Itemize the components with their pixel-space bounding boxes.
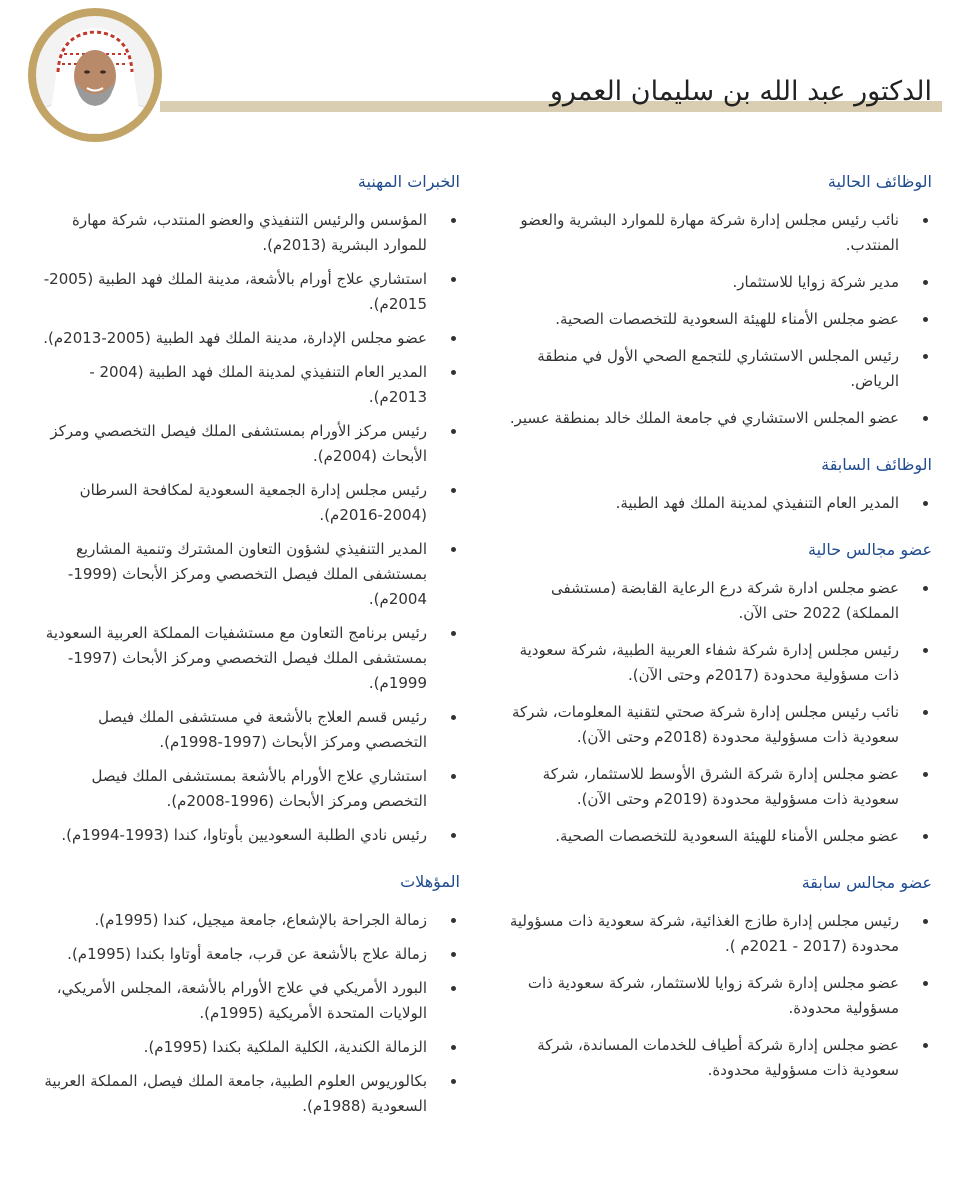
bullet-icon — [923, 218, 928, 223]
list-item: المدير العام التنفيذي لمدينة الملك فهد الطبية. — [502, 491, 932, 516]
bullet-icon — [923, 354, 928, 359]
section-title-previous-boards: عضو مجالس سابقة — [801, 873, 932, 892]
list-item: زمالة الجراحة بالإشعاع، جامعة ميجيل، كندا (1995م). — [40, 908, 460, 933]
bullet-icon — [451, 833, 456, 838]
section-title-previous-positions: الوظائف السابقة — [821, 455, 932, 474]
left-column — [40, 170, 460, 1141]
list-item: بكالوريوس العلوم الطبية، جامعة الملك فيصل، المملكة العربية السعودية (1988م). — [40, 1069, 460, 1119]
section-title-qualifications: المؤهلات — [400, 872, 460, 891]
list-item: رئيس نادي الطلبة السعوديين بأوتاوا، كندا (1993-1994م). — [40, 823, 460, 848]
list-item: عضو مجلس إدارة شركة أطياف للخدمات المساندة، شركة سعودية ذات مسؤولية محدودة. — [502, 1033, 932, 1083]
list-item: المؤسس والرئيس التنفيذي والعضو المنتدب، شركة مهارة للموارد البشرية (2013م). — [40, 208, 460, 258]
list-item: عضو مجلس ادارة شركة درع الرعاية القابضة (مستشفى المملكة) 2022 حتى الآن. — [502, 576, 932, 626]
previous-positions-section — [502, 453, 932, 516]
bullet-icon — [923, 834, 928, 839]
list-item: عضو مجلس الأمناء للهيئة السعودية للتخصصات الصحية. — [502, 824, 932, 849]
list-item: مدير شركة زوايا للاستثمار. — [502, 270, 932, 295]
bullet-icon — [923, 416, 928, 421]
list-item: رئيس مجلس إدارة الجمعية السعودية لمكافحة السرطان (2004-2016م). — [40, 478, 460, 528]
bullet-icon — [451, 1079, 456, 1084]
avatar — [28, 8, 162, 142]
bullet-icon — [451, 1045, 456, 1050]
list-item: نائب رئيس مجلس إدارة شركة مهارة للموارد البشرية والعضو المنتدب. — [502, 208, 932, 258]
bullet-icon — [451, 336, 456, 341]
bullet-icon — [451, 277, 456, 282]
list-item: رئيس المجلس الاستشاري للتجمع الصحي الأول في منطقة الرياض. — [502, 344, 932, 394]
section-title-experience: الخبرات المهنية — [357, 172, 460, 191]
bullet-icon — [923, 919, 928, 924]
list-item: رئيس قسم العلاج بالأشعة في مستشفى الملك فيصل التخصصي ومركز الأبحاث (1997-1998م). — [40, 705, 460, 755]
bullet-icon — [451, 547, 456, 552]
bullet-icon — [923, 586, 928, 591]
bullet-icon — [451, 918, 456, 923]
list-item: عضو المجلس الاستشاري في جامعة الملك خالد بمنطقة عسير. — [502, 406, 932, 431]
list-item: عضو مجلس الإدارة، مدينة الملك فهد الطبية (2005-2013م). — [40, 326, 460, 351]
list-item: رئيس برنامج التعاون مع مستشفيات المملكة العربية السعودية بمستشفى الملك فيصل التخصصي ومركز الأبحاث (1997-1999م). — [40, 621, 460, 696]
section-title-current-boards: عضو مجالس حالية — [808, 540, 932, 559]
list-item: المدير التنفيذي لشؤون التعاون المشترك وتنمية المشاريع بمستشفى الملك فيصل التخصصي ومركز الأبحاث (1999-2004م). — [40, 537, 460, 612]
list-item: الزمالة الكندية، الكلية الملكية بكندا (1995م). — [40, 1035, 460, 1060]
list-item: نائب رئيس مجلس إدارة شركة صحتي لتقنية المعلومات، شركة سعودية ذات مسؤولية محدودة (2018م وحتى الآن). — [502, 700, 932, 750]
bullet-icon — [451, 429, 456, 434]
bullet-icon — [923, 710, 928, 715]
bullet-icon — [923, 1043, 928, 1048]
list-item: البورد الأمريكي في علاج الأورام بالأشعة، المجلس الأمريكي، الولايات المتحدة الأمريكية (1995م). — [40, 976, 460, 1026]
bullet-icon — [451, 488, 456, 493]
bullet-icon — [451, 715, 456, 720]
bullet-icon — [451, 218, 456, 223]
bullet-icon — [923, 648, 928, 653]
list-item: زمالة علاج بالأشعة عن قرب، جامعة أوتاوا بكندا (1995م). — [40, 942, 460, 967]
list-item: رئيس مركز الأورام بمستشفى الملك فيصل التخصصي ومركز الأبحاث (2004م). — [40, 419, 460, 469]
bullet-icon — [923, 981, 928, 986]
list-item: استشاري علاج أورام بالأشعة، مدينة الملك فهد الطبية (2005-2015م). — [40, 267, 460, 317]
current-boards-section — [502, 538, 932, 849]
experience-section — [40, 170, 460, 848]
section-title-current-positions: الوظائف الحالية — [827, 172, 932, 191]
list-item: المدير العام التنفيذي لمدينة الملك فهد الطبية (2004 - 2013م). — [40, 360, 460, 410]
right-column — [502, 170, 932, 1105]
list-item: استشاري علاج الأورام بالأشعة بمستشفى الملك فيصل التخصص ومركز الأبحاث (1996-2008م). — [40, 764, 460, 814]
bullet-icon — [451, 952, 456, 957]
list-item: عضو مجلس إدارة شركة زوايا للاستثمار، شركة سعودية ذات مسؤولية محدودة. — [502, 971, 932, 1021]
previous-boards-section — [502, 871, 932, 1083]
bullet-icon — [451, 986, 456, 991]
bullet-icon — [451, 774, 456, 779]
bullet-icon — [923, 317, 928, 322]
list-item: رئيس مجلس إدارة طازج الغذائية، شركة سعودية ذات مسؤولية محدودة (2017 - 2021م ). — [502, 909, 932, 959]
bullet-icon — [451, 370, 456, 375]
list-item: عضو مجلس إدارة شركة الشرق الأوسط للاستثمار، شركة سعودية ذات مسؤولية محدودة (2019م وحتى الآن). — [502, 762, 932, 812]
list-item: رئيس مجلس إدارة شركة شفاء العربية الطبية، شركة سعودية ذات مسؤولية محدودة (2017م وحتى الآن). — [502, 638, 932, 688]
qualifications-section — [40, 870, 460, 1119]
bullet-icon — [923, 280, 928, 285]
bullet-icon — [923, 501, 928, 506]
portrait-illustration — [36, 16, 154, 134]
list-item: عضو مجلس الأمناء للهيئة السعودية للتخصصات الصحية. — [502, 307, 932, 332]
page-title: الدكتور عبد الله بن سليمان العمرو — [549, 76, 932, 107]
bullet-icon — [451, 631, 456, 636]
current-positions-section — [502, 170, 932, 431]
bullet-icon — [923, 772, 928, 777]
